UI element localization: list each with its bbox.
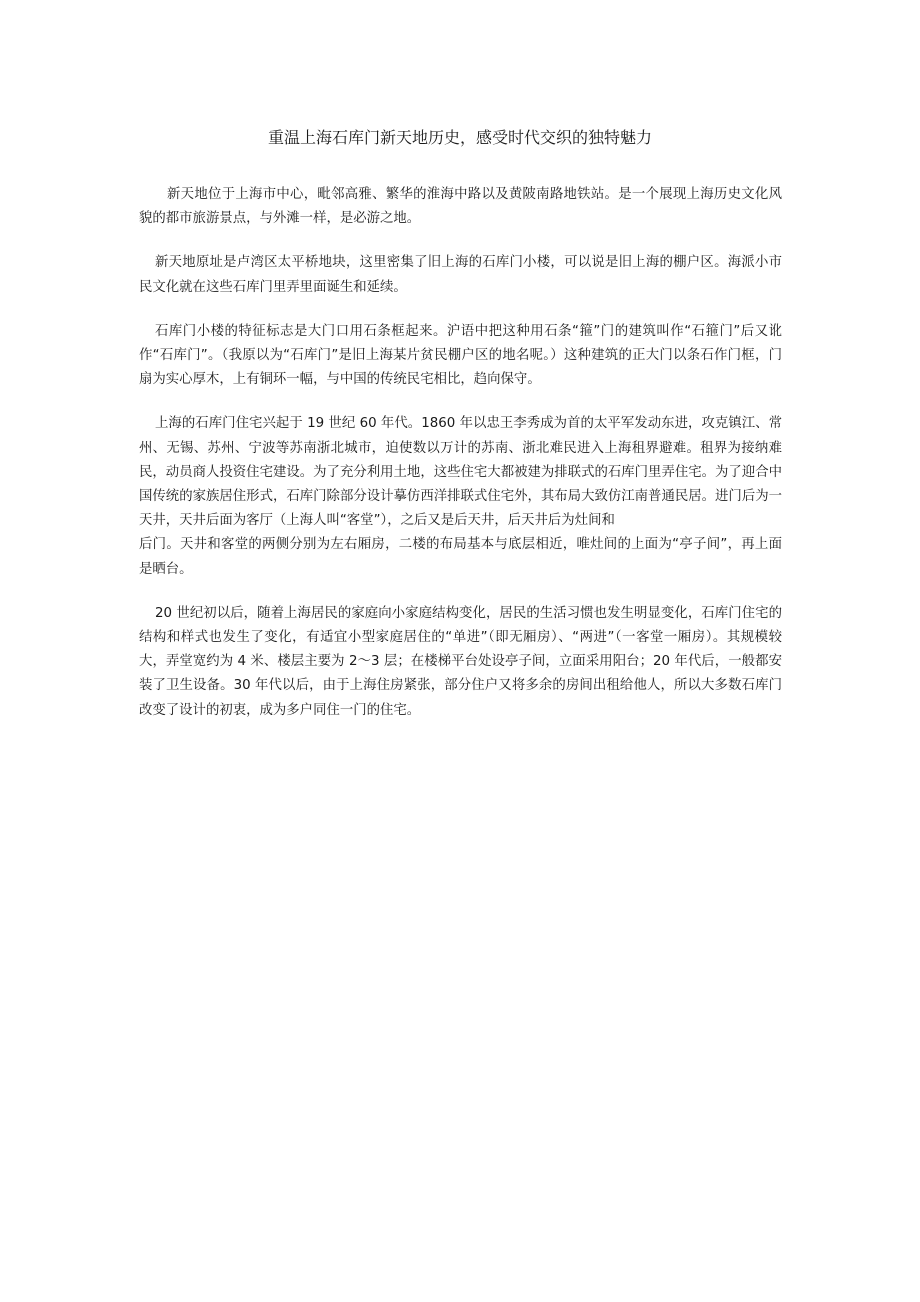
paragraph-site-history: 新天地原址是卢湾区太平桥地块，这里密集了旧上海的石库门小楼，可以说是旧上海的棚户区。海派小市民文化就在这些石库门里弄里面诞生和延续。 bbox=[139, 255, 782, 295]
paragraph-shikumen-evolution: 20 世纪初以后，随着上海居民的家庭向小家庭结构变化，居民的生活习惯也发生明显变化，石库门住宅的结构和样式也发生了变化，有适宜小型家庭居住的“单进”（即无厢房）、“两进”（一客堂一厢房）。其规模较大，弄堂宽约为 4 米、楼层主要为 2～3 层；在楼梯平台处设亭子间，立面采用阳台；20 年代后，一般都安装了卫生设备。30 年代以后，由于上海住房紧张，部分住户又将多余的房间出租给他人，所以大多数石库门改变了设计的初衷，成为多户同住一门的住宅。 bbox=[139, 605, 782, 718]
paragraph-intro: 新天地位于上海市中心，毗邻高雅、繁华的淮海中路以及黄陂南路地铁站。是一个展现上海历史文化风貌的都市旅游景点，与外滩一样，是必游之地。 bbox=[139, 187, 782, 227]
paragraph-origins-part1: 上海的石库门住宅兴起于 19 世纪 60 年代。1860 年以忠王李秀成为首的太平军发动东进，攻克镇江、常州、无锡、苏州、宁波等苏南浙北城市，迫使数以万计的苏南、浙北难民进入上海租界避难。租界为接纳难民，动员商人投资住宅建设。为了充分利用土地，这些住宅大都被建为排联式的石库门里弄住宅。为了迎合中国传统的家族居住形式，石库门除部分设计摹仿西洋排联式住宅外，其布局大致仿江南普通民居。进门后为一天井，天井后面为客厅（上海人叫“客堂”），之后又是后天井，后天井后为灶间和 bbox=[139, 416, 782, 529]
paragraph-shikumen-features: 石库门小楼的特征标志是大门口用石条框起来。沪语中把这种用石条“箍”门的建筑叫作“石箍门”后又讹作“石库门”。（我原以为“石库门”是旧上海某片贫民棚户区的地名呢。）这种建筑的正大门以条石作门框，门扇为实心厚木，上有铜环一幅，与中国的传统民宅相比，趋向保守。 bbox=[139, 323, 782, 388]
document-title: 重温上海石库门新天地历史，感受时代交织的独特魅力 bbox=[267, 128, 652, 147]
paragraph-shikumen-origins bbox=[139, 412, 782, 581]
paragraph-origins-part2: 后门。天井和客堂的两侧分别为左右厢房，二楼的布局基本与底层相近，唯灶间的上面为“亭子间”，再上面是晒台。 bbox=[139, 537, 782, 577]
document-body bbox=[139, 183, 782, 743]
